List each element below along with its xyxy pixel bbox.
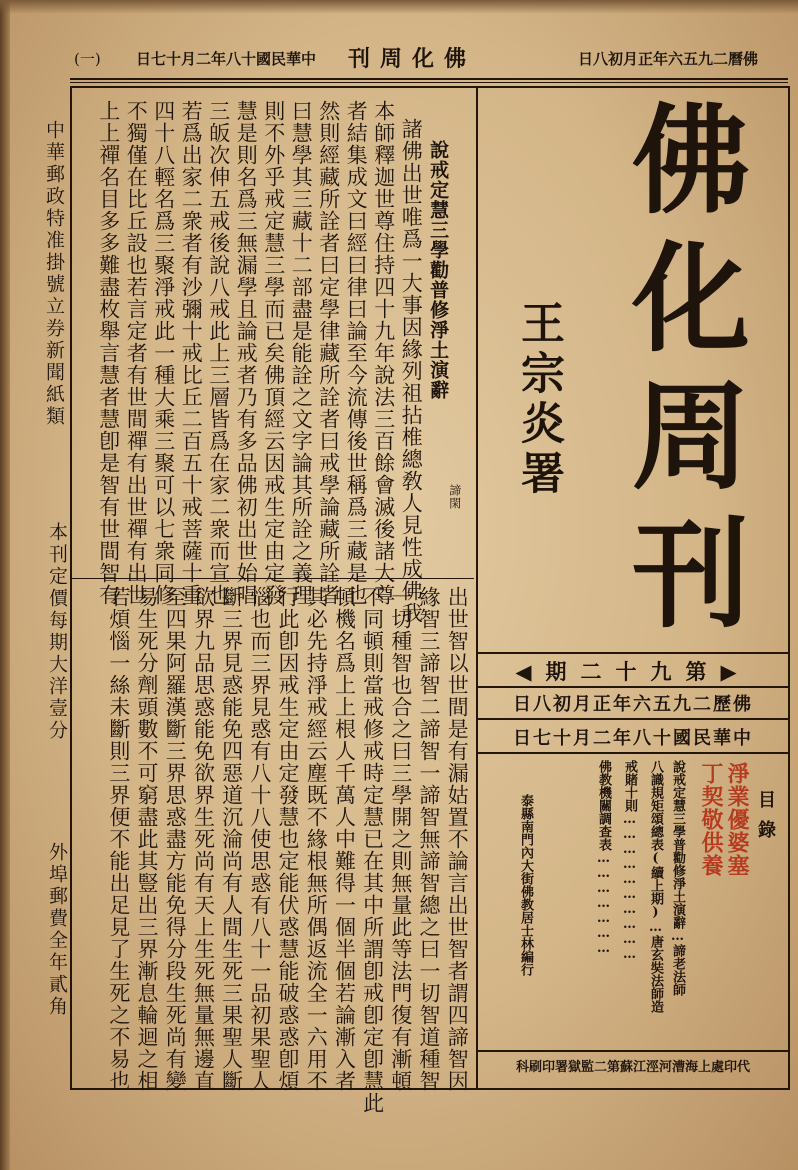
masthead-title (596, 92, 786, 644)
article-column: 三皈次伸五戒後說八戒此上三層皆爲在家二衆而宣也 (206, 100, 231, 606)
masthead-char: 刊 (631, 505, 750, 644)
toc-item: 說戒定慧三學普勸修淨土演辭…諦老法師 (670, 760, 685, 996)
page-top-shadow (0, 0, 798, 14)
article-column: 諸佛出世唯爲一大事因緣列祖拈椎總敎人見性成佛我 (399, 118, 424, 624)
article-column: 不同頓則當戒修戒時定慧已在其中所謂卽戒卽定卽慧此 (360, 586, 385, 1114)
issue-rule-top (478, 652, 788, 654)
article-column: 然則經藏所詮者曰定學律藏所詮者曰戒學論藏所詮者 (316, 100, 341, 606)
toc-label: 目錄 (755, 790, 776, 850)
postage-notice: 外埠郵費全年貳角 (46, 842, 68, 1018)
toc-publisher: 泰縣南門內大街佛教居士林編行 (518, 794, 533, 976)
issue-number: ◀期二十九第▶ (515, 659, 751, 684)
masthead-date-republic: 日七十月二年八十國民華中 (513, 728, 753, 749)
article-column: 慧是則名爲三無漏學且論戒者乃有多品佛初出世始唱 (234, 100, 259, 606)
article-column: 斷三界見惑能免四惡道沉淪尚有人間生死三果聖人斷 (219, 586, 244, 1092)
article-column: 惱也而三界見惑有八十八使思惑有八十一品初果聖人 (247, 586, 272, 1092)
article-column: 若爲出家二衆者有沙彌十戒比丘二百五十戒菩薩十重 (179, 100, 204, 606)
printer-rule (478, 1050, 788, 1052)
header-date-buddhist: 日八初月正年六五九二曆佛 (578, 50, 759, 68)
toc-item: 戒賭十則………………………… (622, 760, 637, 962)
masthead-char: 化 (631, 229, 750, 368)
toc-rule-top (478, 752, 788, 754)
article-column: 則不外乎戒定慧三學而已矣佛頂經云因戒生定由定發 (261, 100, 286, 606)
article-column: 曰慧學其三藏十二部盡是能詮之文字論其所詮之義理 (289, 100, 314, 606)
price-notice: 本刊定價每期大洋壹分 (46, 522, 68, 742)
postal-registration: 中華郵政特准掛號立券新聞紙類 (43, 120, 65, 428)
article-column: 若煩惱一絲未斷則三界便不能出足見了生死之不易也 (106, 586, 131, 1092)
page-edge-shadow (0, 0, 10, 1170)
header-date-republic: 日七十月二年八十國民華中 (136, 50, 317, 68)
article-column: 一切種智也合之曰三學開之則無量此等法門復有漸頓 (388, 586, 413, 1092)
header-title: 刊周化佛 (348, 46, 477, 72)
header-rule (70, 78, 788, 80)
toc-item: 八識規矩頌總表(續上期)…唐玄奘法師造 (648, 760, 663, 1013)
article-column: 至四果阿羅漢斷三界思惑盡方能免得分段生死尚有變 (163, 586, 188, 1092)
calligrapher-signature: 王宗炎署 (513, 300, 564, 500)
header-rule-thin (70, 82, 788, 83)
article-column: 四十八輕名爲三聚淨戒此一種大乘三聚可以七衆同修 (151, 100, 176, 606)
page-mark: (一) (74, 50, 101, 68)
article-column: 上上禪名目多多難盡枚舉言慧者慧卽是智有世間智有 (96, 100, 121, 606)
article-column: 行此卽因戒生定由定發慧也定能伏惑慧能破惑惑卽煩 (276, 586, 301, 1092)
article-author: 諦閑 (447, 484, 462, 510)
article-column: 欲界九品思惑能免欲界生死尚有天上生死無量無邊直 (191, 586, 216, 1092)
toc-item: 佛教機關調查表………………… (596, 760, 611, 956)
issue-rule-mid (478, 686, 788, 688)
printer-line: 科刷印署獄監二第蘇江涇河漕海上處印代 (515, 1060, 750, 1075)
masthead-char: 佛 (631, 91, 750, 230)
article-column: 不獨僅在比丘設也若言定者有世間禪有出世禪有出世 (124, 100, 149, 606)
article-column: 本師釋迦世尊住持四十九年說法三百餘會滅後諸大尊 (371, 100, 396, 606)
article-title: 說戒定慧三學勸普修淨土演辭 (427, 140, 450, 400)
masthead-char: 周 (631, 367, 750, 506)
article-column: 出世智以世間是有漏姑置不論言出世智者謂四諦智因 (445, 586, 470, 1092)
header-strip (0, 42, 798, 78)
article-column: 緣智三諦智二諦智一諦智無諦智總之曰一切智道種智 (417, 586, 442, 1092)
donor-line-2: 丁契敬供養 (698, 762, 724, 877)
article-column: 者結集成文曰經曰律曰論至今流傳後世稱爲三藏是也 (344, 100, 369, 606)
date-rule (478, 718, 788, 720)
masthead-date-buddhist: 日八初月正年六五九二歷佛 (513, 694, 753, 715)
donor-line-1: 淨業優婆塞 (724, 762, 750, 877)
article-column: 其必先持淨戒經云塵既不緣根無所偶返流全一六用不 (304, 586, 329, 1092)
article-column: 易生死分劑頭數不可窮盡此其豎出三界漸息輪迴之相 (135, 586, 160, 1092)
article-column: 頓機名爲上上根人千萬人中難得一個半個若論漸入者 (332, 586, 357, 1092)
